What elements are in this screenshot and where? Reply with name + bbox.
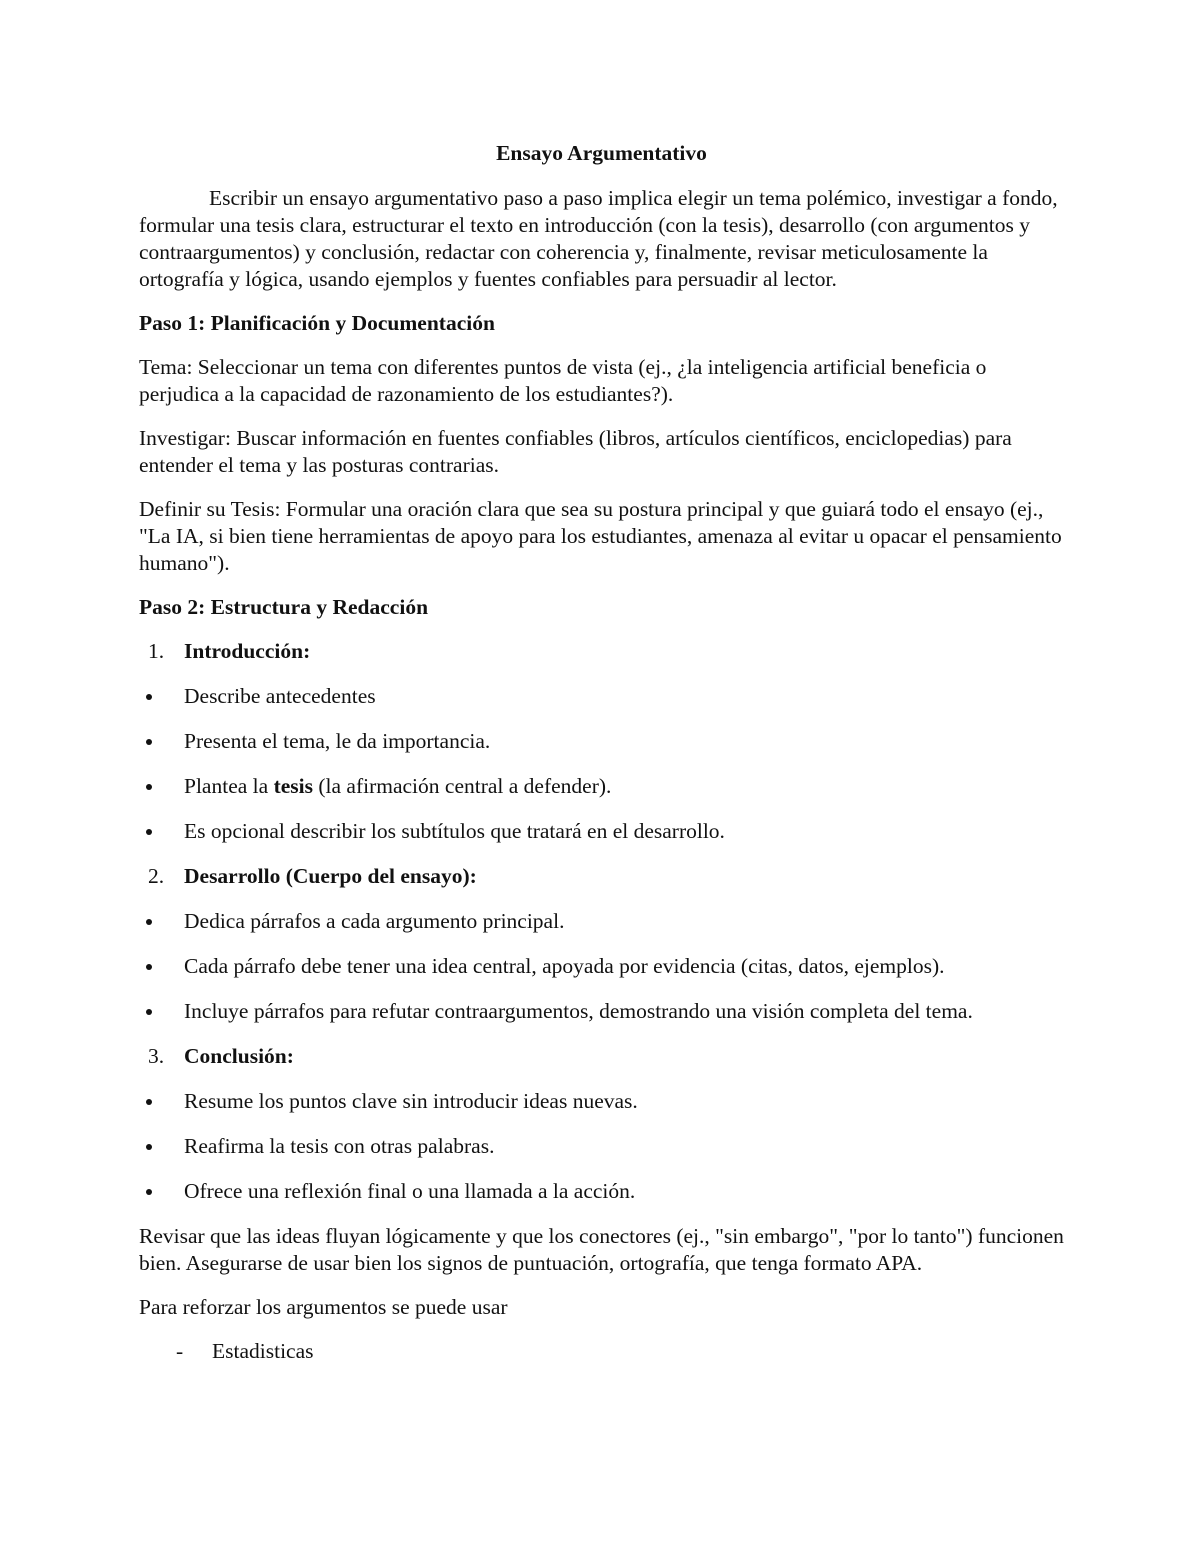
revision-paragraph: Revisar que las ideas fluyan lógicamente y que los conectores (ej., "sin embargo", "por lo tanto") funcionen bien. Asegurarse de usar bien los signos de puntuación, ortografía, que tenga formato APA. [139, 1224, 1064, 1275]
section-conclusion [139, 1043, 1064, 1070]
list-item-text-bold: tesis [273, 774, 313, 798]
step1-heading: Paso 1: Planificación y Documentación [139, 311, 495, 335]
list-item-text: Describe antecedentes [184, 684, 376, 708]
step1-paragraph-tema: Tema: Seleccionar un tema con diferentes puntos de vista (ej., ¿la inteligencia artificial beneficia o perjudica a la capacidad de razonamiento de los estudiantes?). [139, 355, 987, 406]
document-body [139, 140, 1064, 1383]
bullet-icon [146, 919, 152, 925]
intro-paragraph: Escribir un ensayo argumentativo paso a paso implica elegir un tema polémico, investigar a fondo, formular una tesis clara, estructurar el texto en introducción (con la tesis), desarrollo (con argumentos y contraargumentos) y conclusión, redactar con coherencia y, finalmente, revisar meticulosamente la ortografía y lógica, usando ejemplos y fuentes confiables para persuadir al lector. [139, 186, 1058, 291]
list-item-text-before: Plantea la [184, 774, 274, 798]
section-number: 3. [148, 1044, 165, 1068]
list-item [139, 728, 1064, 755]
list-item-text: Reafirma la tesis con otras palabras. [184, 1134, 495, 1158]
list-item-text-after: (la afirmación central a defender). [312, 774, 612, 798]
list-item [139, 773, 1064, 800]
list-item [139, 998, 1064, 1025]
bullet-icon [146, 694, 152, 700]
section-label: Introducción: [184, 639, 311, 663]
list-item [139, 1178, 1064, 1205]
section-desarrollo [139, 863, 1064, 890]
bullet-icon [146, 1099, 152, 1105]
step2-heading: Paso 2: Estructura y Redacción [139, 595, 429, 619]
list-item [139, 818, 1064, 845]
list-item-text: Es opcional describir los subtítulos que tratará en el desarrollo. [184, 819, 725, 843]
list-item-text: Presenta el tema, le da importancia. [184, 729, 491, 753]
list-item [139, 1088, 1064, 1115]
list-item [139, 683, 1064, 710]
list-item [139, 953, 1064, 980]
section-number: 2. [148, 864, 165, 888]
list-item-text: Dedica párrafos a cada argumento principal. [184, 909, 565, 933]
list-item [139, 1338, 1064, 1365]
list-item [139, 908, 1064, 935]
bullet-icon [146, 739, 152, 745]
list-item-text: Cada párrafo debe tener una idea central, apoyada por evidencia (citas, datos, ejemplos). [184, 954, 945, 978]
reinforce-intro: Para reforzar los argumentos se puede usar [139, 1295, 508, 1319]
bullet-icon [146, 1009, 152, 1015]
document-title: Ensayo Argumentativo [496, 141, 707, 165]
bullet-icon [146, 829, 152, 835]
bullet-icon [146, 1144, 152, 1150]
section-number: 1. [148, 639, 165, 663]
list-item-text: Ofrece una reflexión final o una llamada a la acción. [184, 1179, 636, 1203]
list-item-text: Estadisticas [212, 1339, 314, 1363]
step1-paragraph-investigar: Investigar: Buscar información en fuentes confiables (libros, artículos científicos, enciclopedias) para entender el tema y las posturas contrarias. [139, 426, 1012, 477]
dash-marker: - [176, 1339, 184, 1363]
section-label: Desarrollo (Cuerpo del ensayo): [184, 864, 477, 888]
bullet-icon [146, 784, 152, 790]
step1-paragraph-tesis: Definir su Tesis: Formular una oración clara que sea su postura principal y que guiará todo el ensayo (ej., "La IA, si bien tiene herramientas de apoyo para los estudiantes, amenaza al evitar u opacar el pensamiento humano"). [139, 497, 1062, 575]
section-label: Conclusión: [184, 1044, 294, 1068]
list-item-text: Resume los puntos clave sin introducir ideas nuevas. [184, 1089, 638, 1113]
section-introduccion [139, 638, 1064, 665]
list-item-text: Incluye párrafos para refutar contraargumentos, demostrando una visión completa del tema. [184, 999, 973, 1023]
bullet-icon [146, 964, 152, 970]
bullet-icon [146, 1189, 152, 1195]
list-item [139, 1133, 1064, 1160]
